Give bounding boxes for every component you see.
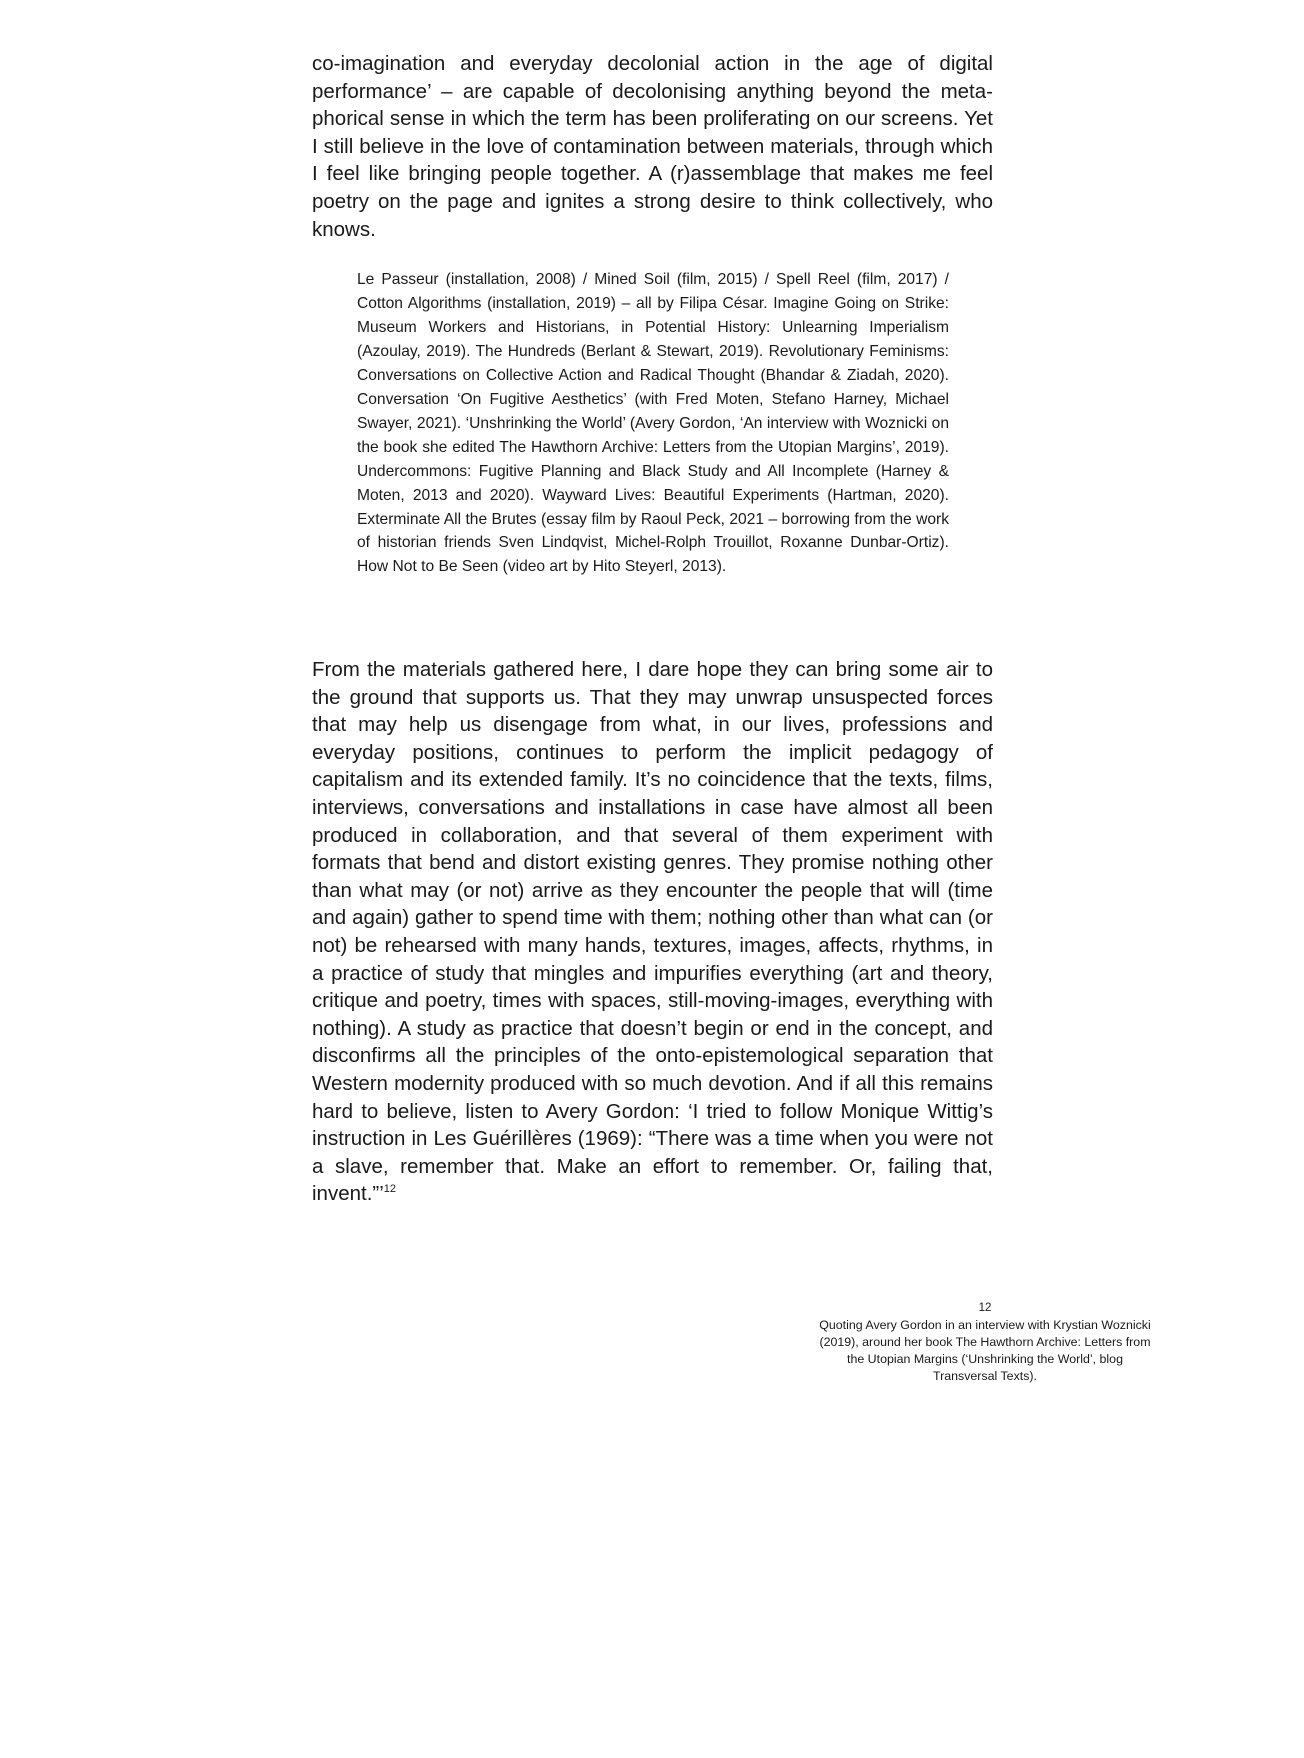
body-paragraph-2-text: From the materials gathered here, I dare hope they can bring some air to the ground that supports us. That they may unwrap unsuspected forces that may help us disengage from what, in our lives, professions and everyday positions, continues to perform the implicit pedagogy of capitalism and its extended family. It’s no coincidence that the texts, films, interviews, conversations and installations in case have almost all been produced in collaboration, and that several of them experiment with formats that bend and distort existing genres. They promise nothing other than what may (or not) arrive as they encounter the people that will (time and again) gather to spend time with them; nothing other than what can (or not) be rehearsed with many hands, textures, images, affects, rhythms, in a practice of study that mingles and impurifies everything (art and theory, critique and poetry, times with spaces, still-moving-images, everything with nothing). A study as practice that doesn’t begin or end in the concept, and disconfirms all the principles of the onto-epistemological separation that Western modernity produced with so much devotion. And if all this remains hard to believe, listen to Avery Gordon: ‘I tried to follow Monique Wittig’s instruction in Les Guérillères (1969): “There was a time when you were not a slave, remember that. Make an effort to remember. Or, failing that, invent.”’ [312,658,993,1206]
references-block: Le Passeur (installation, 2008) / Mined Soil (film, 2015) / Spell Reel (film, 2017) / Cotton Algorithms (installation, 2019) – all by Filipa César. Imagine Going on Strike: Museum Workers and Historians, in Potential History: Unlearning Imperialism (Azoulay, 2019). The Hundreds (Berlant & Stewart, 2019). Revolutionary Feminisms: Conversations on Collective Action and Radical Thought (Bhandar & Ziadah, 2020). Conversation ‘On Fugitive Aesthetics’ (with Fred Moten, Stefano Harney, Michael Swayer, 2021). ‘Unshrinking the World’ (Avery Gordon, ‘An interview with Woznicki on the book she edited The Hawthorn Archive: Letters from the Utopian Margins’, 2019). Undercommons: Fugitive Planning and Black Study and All Incomplete (Harney & Moten, 2013 and 2020). Wayward Lives: Beautiful Experiments (Hartman, 2020). Exterminate All the Brutes (essay film by Raoul Peck, 2021 – borrowing from the work of historian friends Sven Lindqvist, Michel-Rolph Trouillot, Roxanne Dunbar-Ortiz). How Not to Be Seen (video art by Hito Steyerl, 2013). [357,271,949,576]
body-paragraph-1: co-imagination and everyday decolonial action in the age of digital performance’ – are capable of decolonising anything beyond the meta-phorical sense in which the term has been proliferating on our screens. Yet I still believe in the love of contamination between materials, through which I feel like bringing people together. A (r)assemblage that makes me feel poetry on the page and ignites a strong desire to think collectively, who knows. [312,52,993,241]
footnote-number: 12 [978,1302,992,1314]
footnote-reference: 12 [383,1183,397,1196]
footnote-text: Quoting Avery Gordon in an interview with Krystian Woznicki (2019), around her book The Hawthorn Archive: Letters from the Utopian Margins (‘Unshrinking the World’, blog Transversal Texts). [819,1318,1151,1383]
body-paragraph-2 [312,656,993,1208]
footnote [815,1300,1155,1385]
